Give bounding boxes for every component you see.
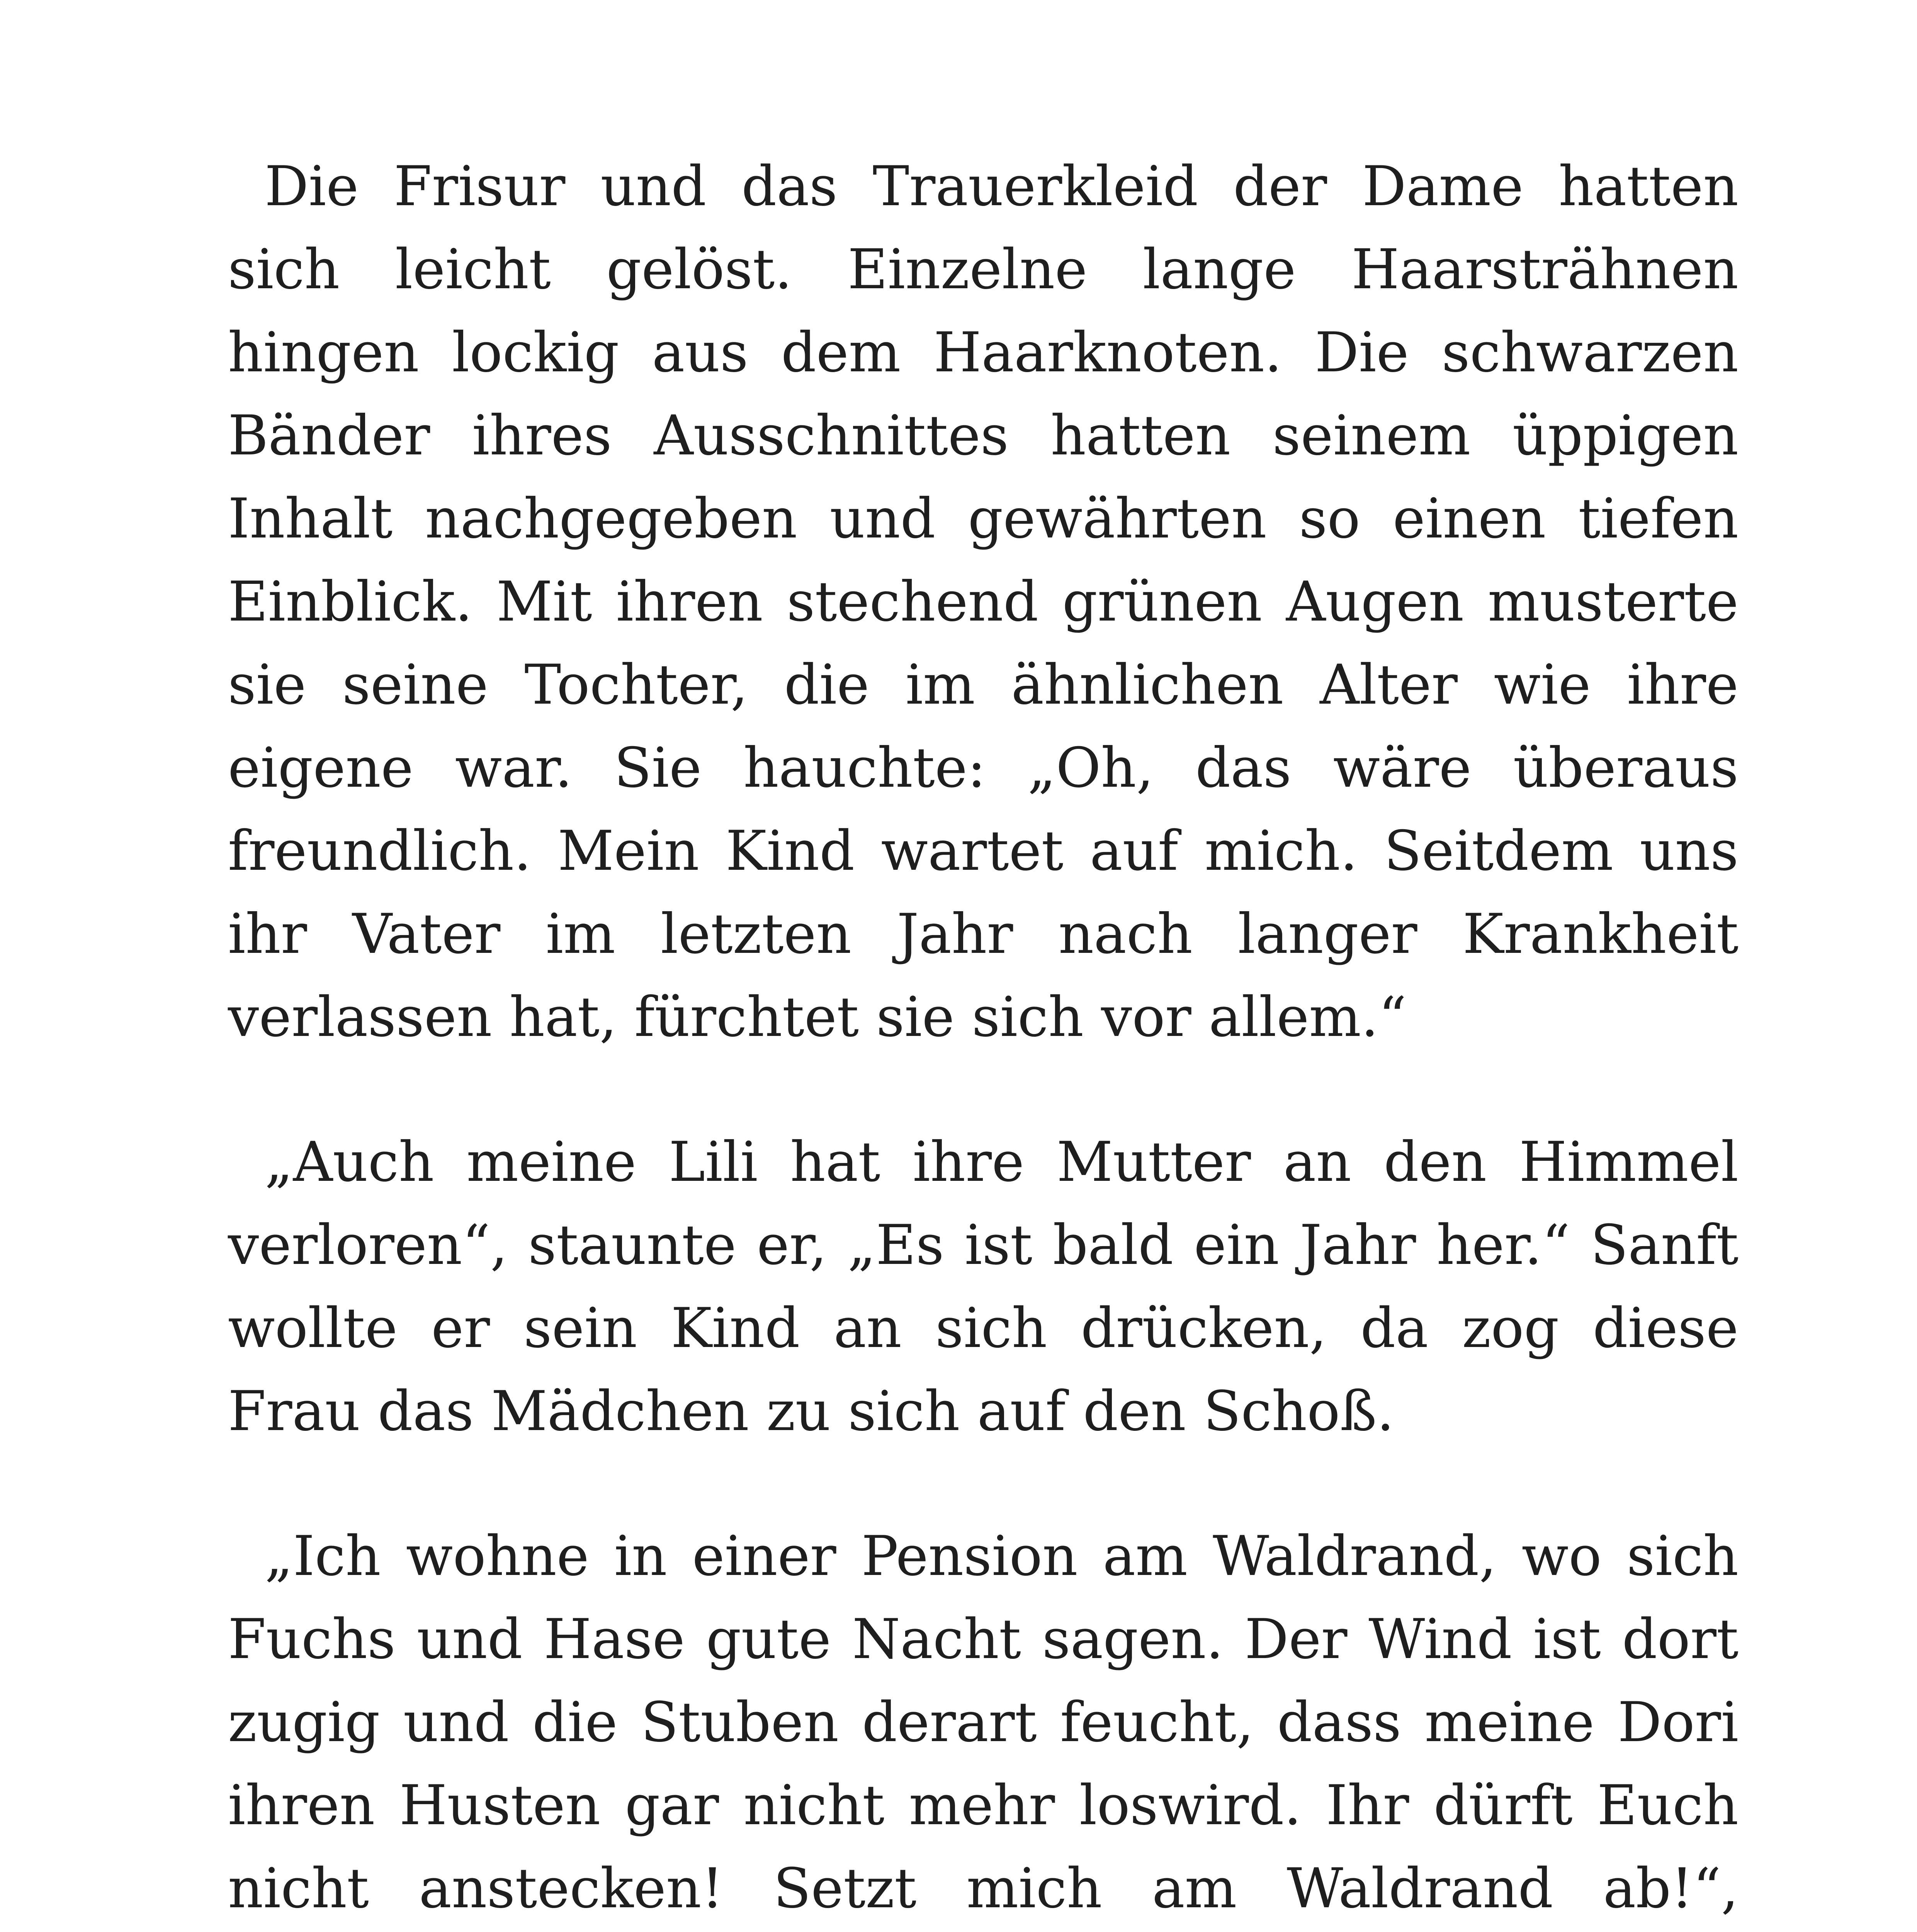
paragraph-3: „Ich wohne in einer Pension am Waldrand, wo sich Fuchs und Hase gute Nacht sagen. Der Wind ist dort zugig und die Stuben derart feucht, dass meine Dori ihren Husten gar nicht mehr loswird. Ihr dürft Euch nicht anstecken! Setzt mich am Waldrand ab!“, — [228, 1524, 1739, 1920]
body-text — [228, 145, 1739, 1932]
paragraph-2: „Auch meine Lili hat ihre Mutter an den Himmel verloren“, staunte er, „Es ist bald ein Jahr her.“ Sanft wollte er sein Kind an sich drücken, da zog diese Frau das Mädchen zu sich auf den Schoß. — [228, 1130, 1739, 1443]
paragraph-1: Die Frisur und das Trauerkleid der Dame hatten sich leicht gelöst. Einzelne lange Haarsträhnen hingen lockig aus dem Haarknoten. Die schwarzen Bänder ihres Ausschnittes hatten seinem üppigen Inhalt nachgegeben und gewährten so einen tiefen Einblick. Mit ihren stechend grünen Augen musterte sie seine Tochter, die im ähnlichen Alter wie ihre eigene war. Sie hauchte: „Oh, das wäre überaus freundlich. Mein Kind wartet auf mich. Seitdem uns ihr Vater im letzten Jahr nach langer Krankheit verlassen hat, fürchtet sie sich vor allem.“ — [228, 155, 1739, 1049]
